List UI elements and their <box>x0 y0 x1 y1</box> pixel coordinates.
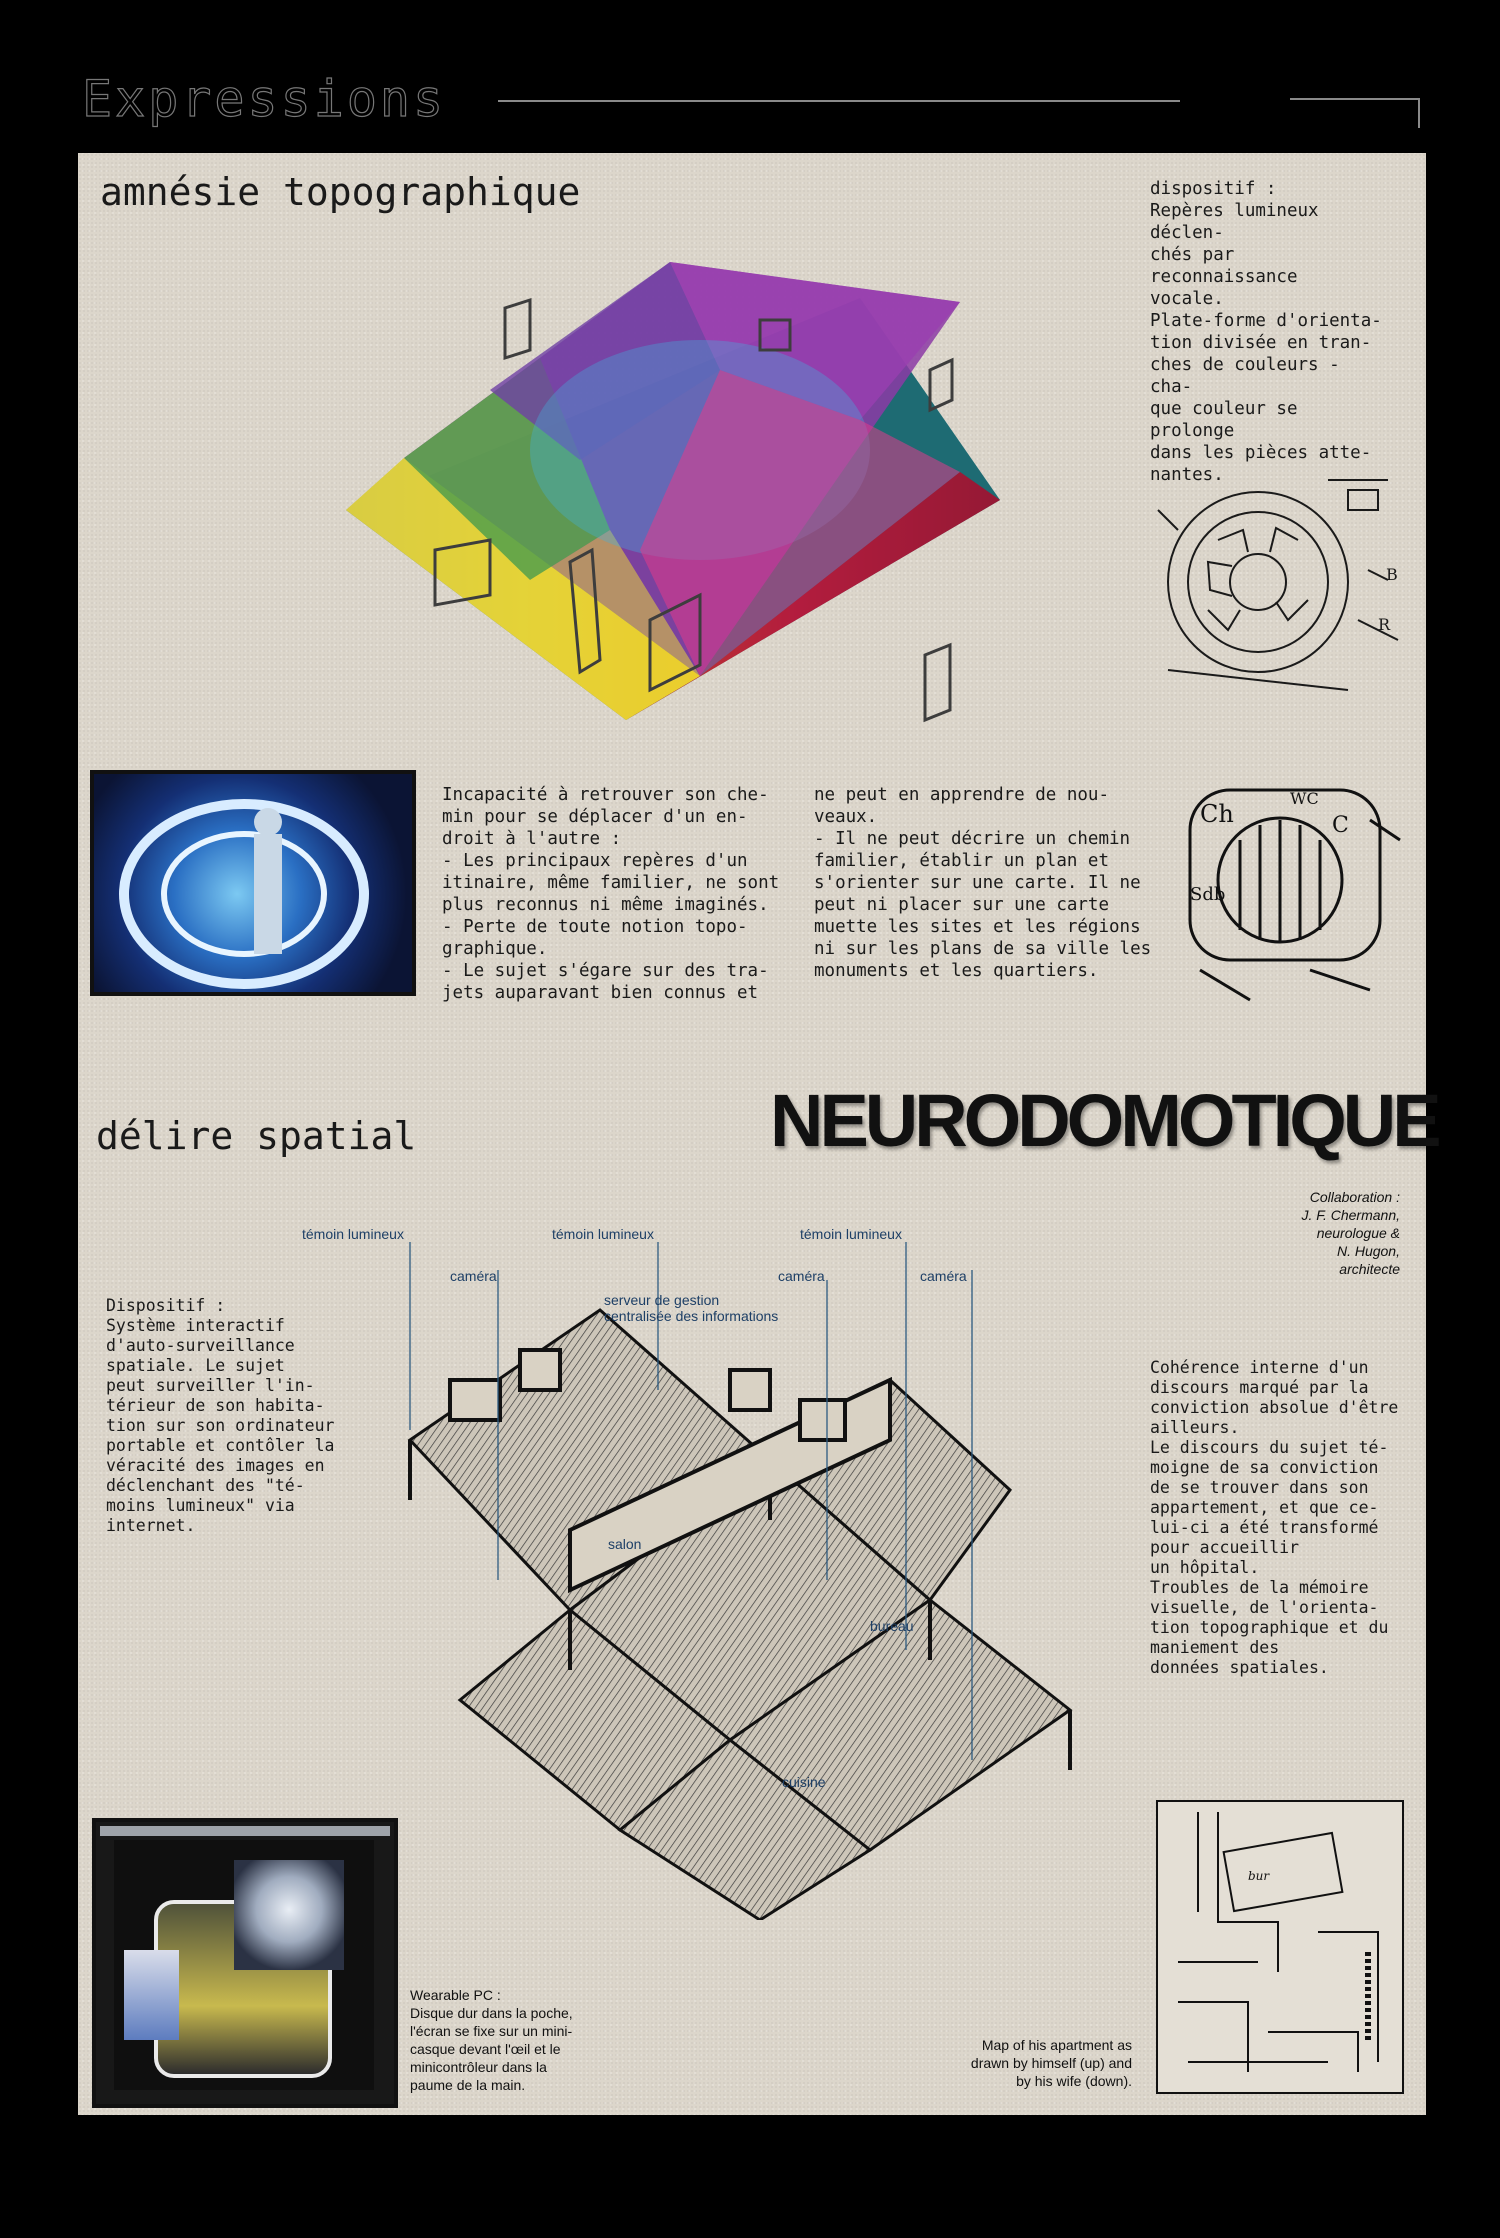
section1-dispositif-text: dispositif : Repères lumineux déclen- chés par reconnaissance vocale. Plate-forme d'orienta- tion divisée en tran- ches de couleurs - cha- que couleur se prolonge dans les pièces atte- nantes. <box>1150 179 1382 485</box>
circular-room-photo <box>90 770 416 996</box>
section2-dispositif-text: Dispositif : Système interactif d'auto-surveillance spatiale. Le sujet peut surveiller l'in- térieur de son habita- tion sur son ordinateur portable et contôler la véracité des images en déclenchant des "té- moins lumineux" via internet. <box>106 1296 335 1535</box>
header-corner-rule <box>1290 98 1420 100</box>
map-label-bureau: bur <box>1248 1869 1270 1883</box>
section1-title: amnésie topographique <box>100 170 581 214</box>
sketch-label-wc: WC <box>1290 789 1319 808</box>
label-temoin-2: témoin lumineux <box>552 1226 654 1242</box>
label-temoin-1: témoin lumineux <box>302 1226 404 1242</box>
svg-text:R: R <box>1378 615 1391 634</box>
sketch-label-sdb: Sdb <box>1190 884 1226 905</box>
section1-column1-text: Incapacité à retrouver son che- min pour se déplacer d'un en- droit à l'autre : - Les principaux repères d'un itinaire, même familier, ne sont plus reconnus ni même imaginés. - Perte de toute notion topo- graphique. - Le sujet s'égare sur des tra- jets auparavant bien connus et <box>442 785 780 1003</box>
circular-plan-sketch <box>1148 470 1408 700</box>
brand-title: NEURODOMOTIQUE <box>770 1079 1438 1162</box>
label-cuisine: cuisine <box>782 1774 826 1790</box>
sketch-label-ch: Ch <box>1200 800 1234 828</box>
colored-platform-illustration <box>340 250 1000 780</box>
section2-title: délire spatial <box>96 1114 417 1158</box>
header-corner-tick <box>1418 98 1420 128</box>
apartment-axonometric-diagram <box>370 1230 1090 1920</box>
section1-column2-text: ne peut en apprendre de nou- veaux. - Il ne peut décrire un chemin familier, établir un plan et s'orienter sur une carte. Il ne peut ni placer sur une carte muette les sites et les régions ni sur les plans de sa ville les monuments et les quartiers. <box>814 785 1152 981</box>
collaboration-credits: Collaboration : J. F. Chermann, neurologue & N. Hugon, architecte <box>1301 1189 1400 1277</box>
header-title: Expressions <box>82 70 447 128</box>
room-plan-sketch <box>1170 780 1410 1010</box>
label-camera-1: caméra <box>450 1268 497 1284</box>
label-serveur: serveur de gestion centralisée des informations <box>604 1292 779 1324</box>
label-bureau: bureau <box>870 1618 914 1634</box>
sketch-label-c: C <box>1332 813 1349 838</box>
label-camera-3: caméra <box>920 1268 967 1284</box>
map-caption: Map of his apartment as drawn by himself (up) and by his wife (down). <box>970 2037 1132 2089</box>
label-temoin-3: témoin lumineux <box>800 1226 902 1242</box>
apartment-map-sketch <box>1156 1800 1404 2094</box>
svg-text:B: B <box>1386 565 1398 584</box>
wearable-pc-screenshot <box>92 1818 398 2108</box>
header-rule <box>498 100 1180 102</box>
section2-right-text: Cohérence interne d'un discours marqué par la conviction absolue d'être ailleurs. Le discours du sujet té- moigne de sa conviction de se trouver dans son appartement, et que ce- lui-ci a été transformé pour accueillir un hôpital. Troubles de la mémoire visuelle, de l'orienta- tion topographique et du maniement des données spatiales. <box>1150 1358 1399 1677</box>
wearable-pc-caption: Wearable PC : Disque dur dans la poche, l'écran se fixe sur un mini- casque devant l'œil et le minicontrôleur dans la paume de la main. <box>410 1987 573 2093</box>
label-salon: salon <box>608 1536 642 1552</box>
label-camera-2: caméra <box>778 1268 825 1284</box>
